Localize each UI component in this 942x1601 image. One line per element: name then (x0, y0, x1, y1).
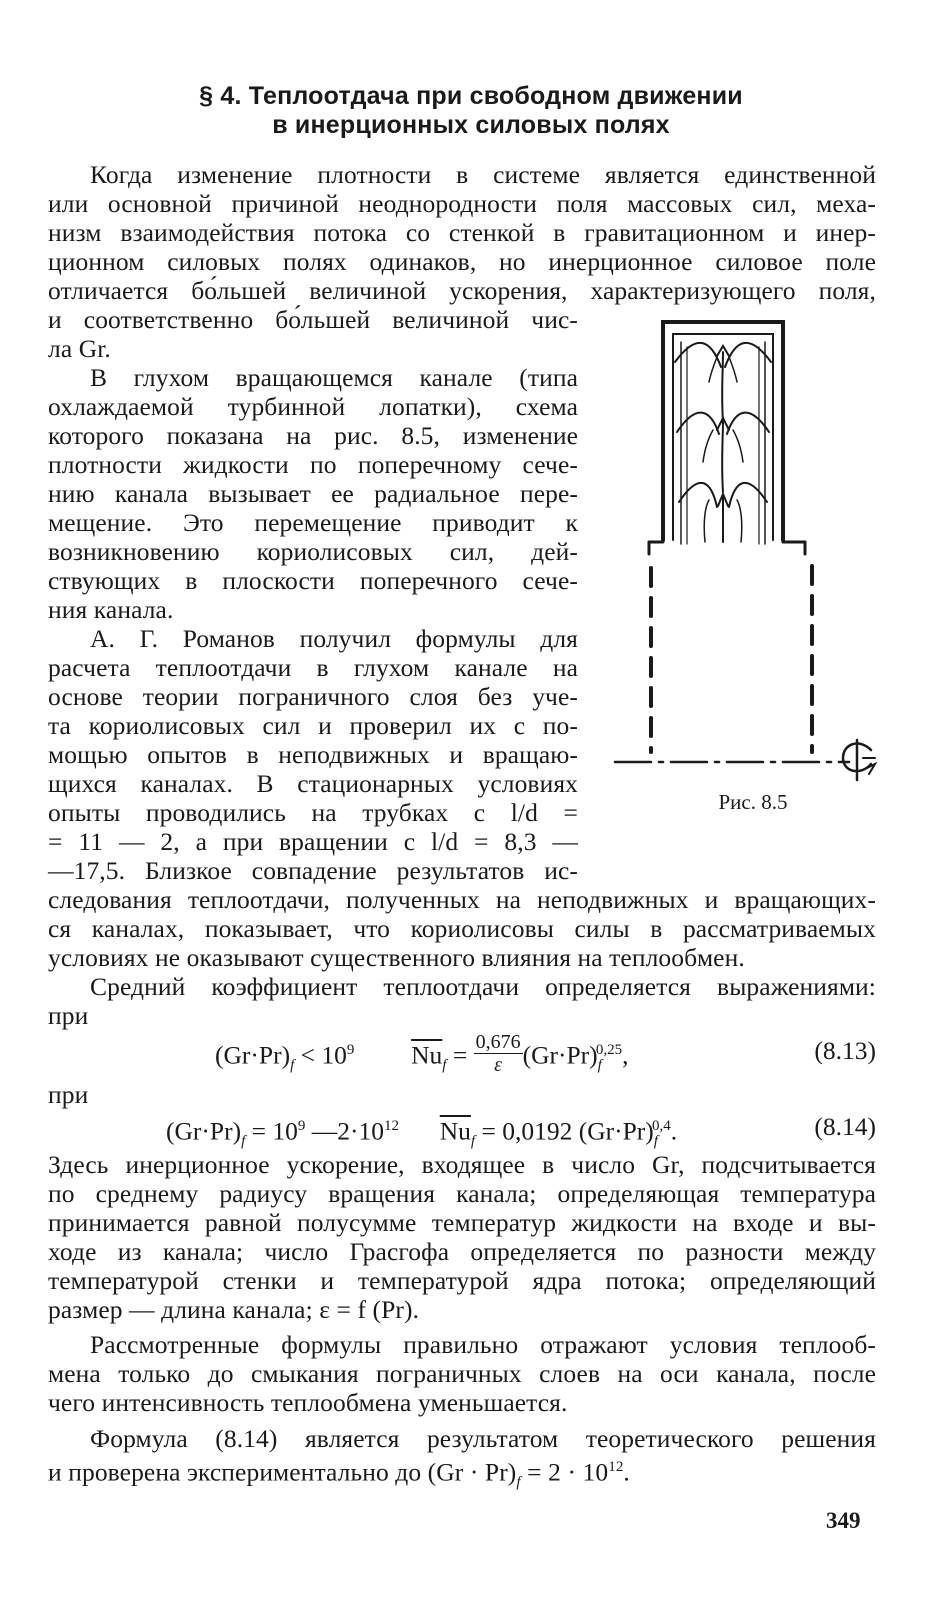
para3-line: щихся каналах. В стационарных условиях (48, 769, 578, 798)
para3-line: основе теории пограничного слоя без уче- (48, 682, 578, 711)
para2-line: нию канала вызывает ее радиальное пере- (48, 479, 578, 508)
para1-line: или основной причиной неоднородности поля массовых сил, меха- (48, 189, 876, 218)
section-heading (60, 82, 882, 140)
section-heading-line2: в инерционных силовых полях (272, 111, 670, 139)
para7-line: Формула (8.14) является результатом теоретического решения (90, 1424, 876, 1453)
para2-line: В глухом вращающемся канале (типа (90, 363, 578, 392)
para6-line: Рассмотренные формулы правильно отражают условия теплооб- (90, 1330, 876, 1359)
para3-line: та кориолисовых сил и проверил их с по- (48, 711, 578, 740)
para7-line: и проверена экспериментально до $(Gr \cdot Pr)_f = 2 \cdot 10^{12}$. (48, 1457, 630, 1491)
para3-line: = 11 — 2, а при вращении с l/d = 8,3 — (48, 827, 578, 856)
para3-line: ся каналах, показывает, что кориолисовы силы в рассматриваемых (48, 914, 876, 943)
para5-line: температурой стенки и температурой ядра потока; определяющий (48, 1266, 876, 1295)
para2-line: ствующих в плоскости поперечного сече- (48, 566, 578, 595)
para6-line: мена только до смыкания пограничных слоев на оси канала, после (48, 1359, 876, 1388)
para1-line: отличается бо́льшей величиной ускорения, характеризующего поля, (48, 276, 876, 305)
para3-line: опыты проводились на трубках с l/d = (48, 798, 578, 827)
between-text: при (48, 1080, 89, 1109)
para1-line: ционном силовых полях одинаков, но инерционное силовое поле (48, 247, 876, 276)
para4-line: при (48, 1001, 89, 1030)
para5-line: по среднему радиусу вращения канала; определяющая температура (48, 1179, 876, 1208)
para4-line: Средний коэффициент теплоотдачи определяется выражениями: (90, 972, 876, 1001)
para2-line: мещение. Это перемещение приводит к (48, 508, 578, 537)
para5-line: размер — длина канала; ε = f (Pr). (48, 1295, 420, 1324)
para1-line: Когда изменение плотности в системе является единственной (90, 160, 876, 189)
para1-line: ла Gr. (48, 334, 111, 363)
para3-line: А. Г. Романов получил формулы для (90, 624, 578, 653)
para2-line: которого показана на рис. 8.5, изменение (48, 421, 578, 450)
para1-line: и соответственно бо́льшей величиной чис- (48, 305, 578, 334)
figure-caption: Рис. 8.5 (718, 790, 788, 814)
para3-line: следования теплоотдачи, полученных на неподвижных и вращающих- (48, 885, 876, 914)
para3-line: расчета теплоотдачи в глухом канале на (48, 653, 578, 682)
para1-line: низм взаимодействия потока со стенкой в гравитационном и инер- (48, 218, 876, 247)
equation-8-13-number: (8.13) (814, 1036, 876, 1065)
para3-line: условиях не оказывают существенного влияния на теплообмен. (48, 943, 745, 972)
para6-line: чего интенсивность теплообмена уменьшается. (48, 1388, 568, 1417)
page-number: 349 (826, 1508, 861, 1533)
para5-line: ходе из канала; число Грасгофа определяется по разности между (48, 1237, 876, 1266)
para3-line: мощью опытов в неподвижных и вращаю- (48, 740, 578, 769)
para2-line: ния канала. (48, 595, 174, 624)
para5-line: Здесь инерционное ускорение, входящее в число Gr, подсчитывается (48, 1150, 876, 1179)
figure-rotating-channel-diagram (605, 312, 880, 782)
para3-line: —17,5. Близкое совпадение результатов ис- (48, 856, 578, 885)
para5-line: принимается равной полусумме температур жидкости на входе и вы- (48, 1208, 876, 1237)
section-heading-line1: § 4. Теплоотдача при свободном движении (199, 82, 743, 110)
para2-line: охлаждаемой турбинной лопатки), схема (48, 392, 578, 421)
para2-line: возникновению кориолисовых сил, дей- (48, 537, 578, 566)
equation-8-14: $(Gr\cdot Pr)_f = 10^9$ $—2\cdot 10^{12}$ $\overline{Nu}_f = 0,0192$ $(Gr\cdot Pr)_f^{0,4}$. (166, 1116, 678, 1150)
equation-8-14-number: (8.14) (814, 1112, 876, 1141)
equation-8-13: $(Gr\cdot Pr)_f < 10^9$ $\overline{Nu}_f$ = $\frac{0,676}{\varepsilon}$ $(Gr\cdot Pr)_f^{0,25}$, (215, 1031, 629, 1077)
para2-line: плотности жидкости по поперечному сече- (48, 450, 578, 479)
